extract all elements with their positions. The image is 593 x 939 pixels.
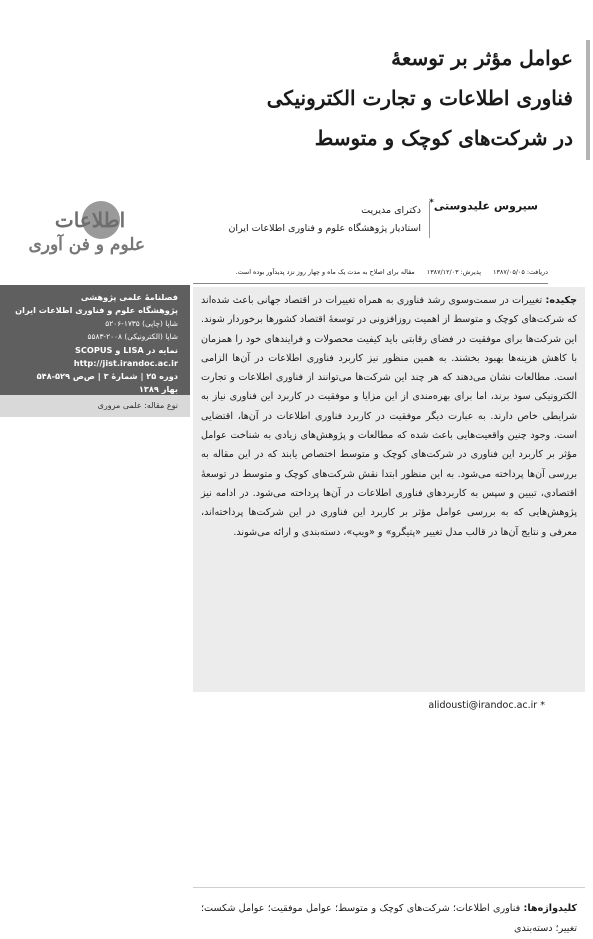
dates-divider	[193, 283, 548, 284]
article-type-label: نوع مقاله: علمی مروری	[97, 401, 178, 410]
accepted-date: پذیرش: ۱۳۸۷/۱۲/۰۳	[426, 268, 481, 276]
journal-indexing: نمایه در LISA و SCOPUS	[74, 345, 178, 355]
abstract-label: چکیده:	[545, 295, 577, 306]
article-title	[33, 38, 573, 158]
revision-note: مقاله برای اصلاح به مدت یک ماه و چهار روز نزد پدیدآور بوده است.	[235, 268, 415, 276]
received-date: دریافت: ۱۳۸۷/۰۵/۰۵	[493, 268, 548, 276]
keywords-body: فناوری اطلاعات؛ شرکت‌های کوچک و متوسط؛ عوامل موفقیت؛ عوامل شکست؛ تغییر؛ دسته‌بندی	[201, 903, 577, 934]
logo-line-2: علوم و فن آوری	[28, 235, 145, 255]
author-name	[429, 198, 538, 213]
title-side-rule	[586, 40, 590, 160]
journal-issn-print: شاپا (چاپی) ۱۷۳۵-۵۲۰۶	[105, 319, 178, 328]
journal-website-link[interactable]: http://jist.irandoc.ac.ir	[73, 358, 178, 368]
abstract	[201, 291, 577, 542]
abstract-body: تغییرات در سمت‌وسوی رشد فناوری به همراه تغییرات در اقتصاد جهانی باعث شده‌اند که شرکت‌های کوچک و متوسط از اهمیت روزافزونی در توسعۀ اقتصاد کشورها برخوردار شوند. این شرکت‌ها برای موفقیت در فضای رقابتی باید کیفیت محصولات و فرایندهای خود را همزمان با کاهش هزینه‌ها بهبود بخشند. به همین منظور نیز کاربرد فناوری اطلاعات در آن‌ها الزامی است. مطالعات نشان می‌دهند که هر چند این شرکت‌ها می‌توانند از فناوری اطلاعات و تجارت الکترونیکی سود برند، اما برای بهره‌مندی از این مزایا و موفقیت در کاربرد این فناوری نیاز به شرایطی خاص دارند. به عبارت دیگر موفقیت در کاربرد فناوری اطلاعات در آن‌ها، اقتضایی است. وجود چنین واقعیت‌هایی باعث شده که مطالعات و پژوهش‌های زیادی به شناخت عوامل مؤثر بر کاربرد این فناوری در شرکت‌های کوچک و متوسط اختصاص یابند که در این مقاله به بررسی آن‌ها پرداخته می‌شود. به این منظور ابتدا نقش شرکت‌های کوچک و متوسط در توسعۀ اقتصادی، تبیین و سپس به کاربردهای فناوری اطلاعات در آن‌ها پرداخته می‌شود. در ادامه نیز پژوهش‌هایی که به بررسی عوامل مؤثر بر کاربرد این فناوری در این شرکت‌ها پرداخته‌اند، معرفی و نتایج آن‌ها در قالب مدل تغییر «پتیگرو» و «ویپ»، دسته‌بندی و ارائه می‌شوند.	[201, 295, 577, 538]
article-type-bar	[0, 395, 190, 417]
keywords-label: کلیدواژه‌ها:	[523, 903, 577, 914]
journal-season: بهار ۱۳۸۹	[138, 384, 178, 394]
keywords-divider	[193, 887, 585, 888]
title-line-2: فناوری اطلاعات و تجارت الکترونیکی	[266, 86, 573, 110]
journal-issue: دوره ۲۵ | شمارۀ ۳ | ص‌ص ۵۲۹-۵۴۸	[36, 371, 178, 381]
author-email-footnote	[428, 700, 545, 711]
author-position: استادیار پژوهشگاه علوم و فناوری اطلاعات ایران	[228, 223, 421, 234]
title-line-3: در شرکت‌های کوچک و متوسط	[314, 126, 573, 150]
title-line-1: عوامل مؤثر بر توسعۀ	[391, 46, 573, 70]
logo-line-1: اطلاعات	[54, 208, 126, 232]
keywords	[201, 899, 577, 939]
author-footnote-marker: *	[429, 198, 434, 208]
author-name-text: سیروس علیدوستی	[433, 199, 538, 213]
author-affiliation	[221, 202, 430, 238]
journal-name: فصلنامۀ علمی پژوهشی	[80, 292, 178, 302]
author-degree: دکترای مدیریت	[361, 205, 421, 216]
journal-info-panel	[0, 285, 190, 395]
dates-row	[193, 268, 548, 276]
journal-publisher: پژوهشگاه علوم و فناوری اطلاعات ایران	[15, 305, 178, 315]
author-email[interactable]: alidousti@irandoc.ac.ir	[428, 700, 538, 711]
journal-logo	[0, 195, 190, 295]
footnote-marker: *	[540, 700, 545, 711]
journal-issn-online: شاپا (الکترونیکی) ۲۰۰۸-۵۵۸۳	[87, 332, 178, 341]
